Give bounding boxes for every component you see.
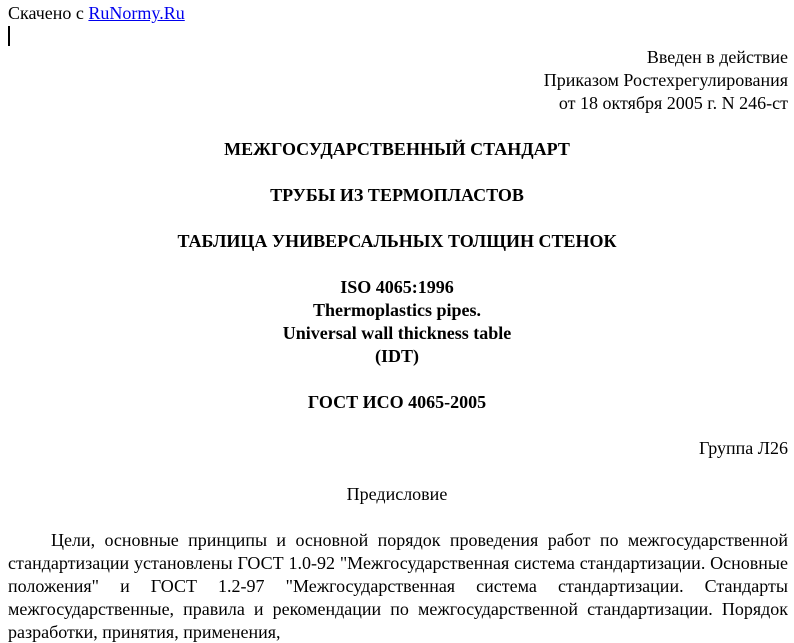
title-en-line-2: Universal wall thickness table <box>282 323 512 343</box>
title-en-line-1: Thermoplastics pipes. <box>312 300 481 320</box>
gost-code: ГОСТ ИСО 4065-2005 <box>307 392 487 412</box>
enactment-line-2: Приказом Ростехрегулирования <box>543 70 788 90</box>
preface-heading: Предисловие <box>346 484 448 504</box>
idt-label: (IDT) <box>375 346 419 366</box>
source-prefix: Скачено с <box>8 3 89 23</box>
title-ru-line-1: ТРУБЫ ИЗ ТЕРМОПЛАСТОВ <box>270 185 524 205</box>
enactment-block <box>544 46 788 115</box>
source-link[interactable]: RuNormy.Ru <box>88 3 185 23</box>
standard-type-heading: МЕЖГОСУДАРСТВЕННЫЙ СТАНДАРТ <box>224 139 570 159</box>
iso-title-block <box>0 276 794 368</box>
enactment-line-1: Введен в действие <box>646 47 788 67</box>
enactment-line-3: от 18 октября 2005 г. N 246-ст <box>558 93 788 113</box>
source-line <box>8 2 185 25</box>
title-ru-line-2: ТАБЛИЦА УНИВЕРСАЛЬНЫХ ТОЛЩИН СТЕНОК <box>177 231 617 251</box>
preface-paragraph: Цели, основные принципы и основной порядок проведения работ по межгосударственной стандартизации установлены ГОСТ 1.0-92 "Межгосударственная система стандартизации. Основные положения" и ГОСТ 1.2-97 "Межгосударственная система стандартизации. Стандарты межгосударственные, правила и рекомендации по межгосударственной стандартизации. Порядок разработки, принятия, применения, <box>8 530 788 642</box>
iso-code: ISO 4065:1996 <box>340 277 454 297</box>
group-label: Группа Л26 <box>699 438 788 458</box>
text-cursor <box>8 26 10 46</box>
